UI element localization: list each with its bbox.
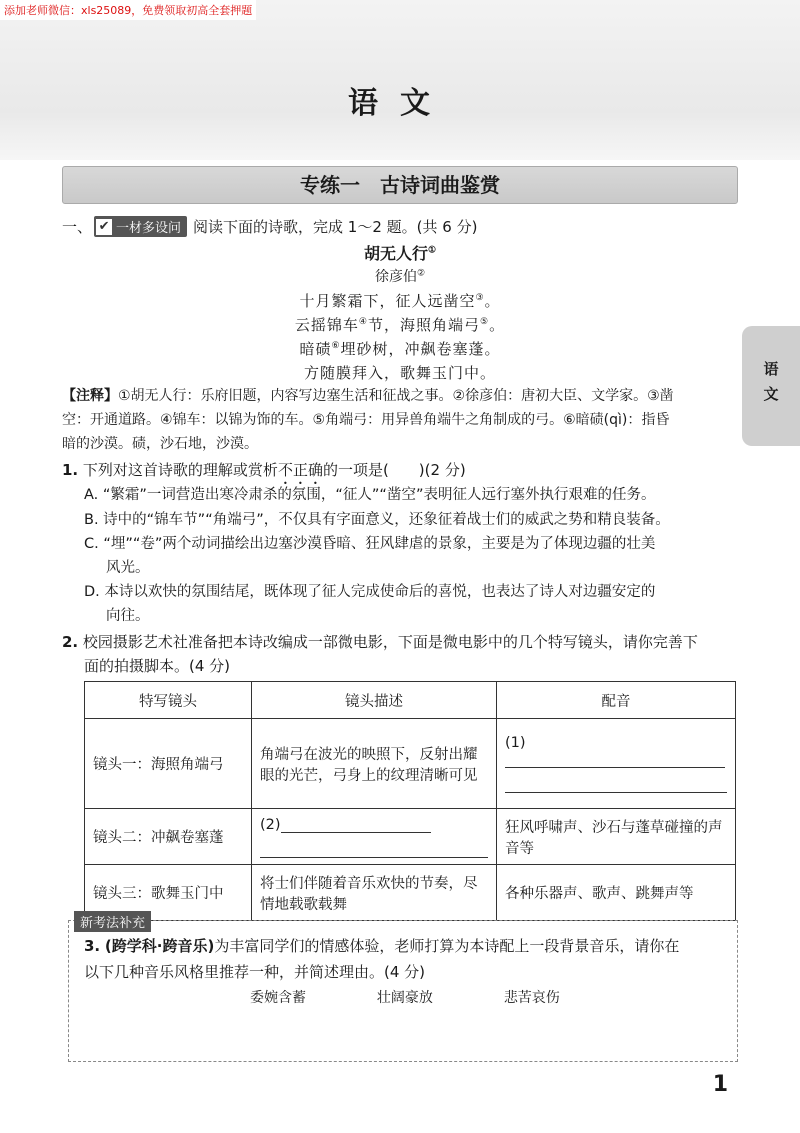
poem-line: 云摇锦车④节，海照角端弓⑤。 bbox=[294, 316, 506, 334]
option-b[interactable]: B. 诗中的“锦车节”“角端弓”，不仅具有字面意义，还象征着战士们的威武之势和精良装备。 bbox=[84, 512, 670, 528]
shot-cell: 镜头二：冲飙卷塞蓬 bbox=[85, 809, 252, 865]
section-title: 专练一 古诗词曲鉴赏 bbox=[62, 166, 738, 204]
audio-answer-cell[interactable]: (1) bbox=[497, 719, 736, 809]
table-row bbox=[85, 719, 736, 809]
group-tag-label: 一材多设问 bbox=[116, 221, 182, 236]
poem-line: 暗碛⑥埋砂树，冲飙卷塞蓬。 bbox=[299, 340, 501, 358]
table-row bbox=[85, 865, 736, 921]
music-styles bbox=[250, 986, 650, 1010]
style-option[interactable]: 委婉含蓄 bbox=[250, 990, 306, 1006]
option-c-cont: 风光。 bbox=[106, 560, 150, 576]
question-3: 3. (跨学科·跨音乐)为丰富同学们的情感体验，老师打算为本诗配上一段背景音乐，请你在 bbox=[84, 937, 680, 955]
question-group-heading bbox=[62, 216, 477, 237]
script-table bbox=[84, 681, 736, 921]
desc-cell: 角端弓在波光的映照下，反射出耀眼的光芒，弓身上的纹理清晰可见 bbox=[252, 719, 497, 809]
option-a[interactable]: A. “繁霜”一词营造出寒冷肃杀的氛围，“征人”“凿空”表明征人远行塞外执行艰难的任务。 bbox=[84, 487, 656, 503]
group-instruction: 阅读下面的诗歌，完成 1～2 题。(共 6 分) bbox=[193, 218, 478, 236]
check-icon: ✔ bbox=[96, 219, 112, 235]
poem-title: 胡无人行① bbox=[363, 244, 437, 263]
shot-cell: 镜头三：歌舞玉门中 bbox=[85, 865, 252, 921]
shot-cell: 镜头一：海照角端弓 bbox=[85, 719, 252, 809]
new-question-badge: 新考法补充 bbox=[74, 911, 151, 932]
audio-cell: 狂风呼啸声、沙石与蓬草碰撞的声音等 bbox=[497, 809, 736, 865]
page-title: 语文 bbox=[348, 86, 452, 121]
table-row bbox=[85, 809, 736, 865]
page-number: 1 bbox=[712, 1072, 728, 1097]
style-option[interactable]: 壮阔豪放 bbox=[376, 990, 433, 1006]
option-d[interactable]: D. 本诗以欢快的氛围结尾，既体现了征人完成使命后的喜悦，也表达了诗人对边疆安定的 bbox=[84, 584, 656, 600]
desc-answer-cell[interactable]: (2) bbox=[252, 809, 497, 865]
col-header: 镜头描述 bbox=[252, 682, 497, 719]
poem-line: 十月繁霜下，征人远凿空③。 bbox=[299, 292, 501, 310]
question-1: 1. 下列对这首诗歌的理解或赏析不正确的一项是( )(2 分) bbox=[62, 461, 466, 479]
audio-cell: 各种乐器声、歌声、跳舞声等 bbox=[497, 865, 736, 921]
question-3-cont: 以下几种音乐风格里推荐一种，并简述理由。(4 分) bbox=[84, 963, 426, 981]
side-tab-label: 语文 bbox=[761, 361, 780, 411]
style-option[interactable]: 悲苦哀伤 bbox=[503, 990, 560, 1006]
option-d-cont: 向往。 bbox=[106, 608, 150, 624]
group-number: 一、 bbox=[62, 218, 93, 236]
watermark-text: 添加老师微信：xls25089，免费领取初高全套押题 bbox=[0, 0, 256, 20]
notes-line: 空：开通道路。④锦车：以锦为饰的车。⑤角端弓：用异兽角端牛之角制成的弓。⑥暗碛(qì)：指昏 bbox=[62, 412, 670, 428]
poem-author: 徐彦伯② bbox=[374, 268, 426, 285]
option-c[interactable]: C. “埋”“卷”两个动词描绘出边塞沙漠昏暗、狂风肆虐的景象，主要是为了体现边疆的壮美 bbox=[84, 536, 656, 552]
question-2-cont: 面的拍摄脚本。(4 分) bbox=[84, 657, 231, 675]
notes-line: 暗的沙漠。碛，沙石地，沙漠。 bbox=[62, 436, 258, 452]
col-header: 配音 bbox=[497, 682, 736, 719]
notes-line: 【注释】①胡无人行：乐府旧题，内容写边塞生活和征战之事。②徐彦伯：唐初大臣、文学家。③凿 bbox=[62, 388, 674, 404]
poem-line: 方随膜拜入，歌舞玉门中。 bbox=[303, 364, 496, 382]
group-tag bbox=[94, 216, 187, 237]
desc-cell: 将士们伴随着音乐欢快的节奏，尽情地载歌载舞 bbox=[252, 865, 497, 921]
col-header: 特写镜头 bbox=[85, 682, 252, 719]
question-2: 2. 校园摄影艺术社准备把本诗改编成一部微电影，下面是微电影中的几个特写镜头，请你完善下 bbox=[62, 633, 698, 651]
